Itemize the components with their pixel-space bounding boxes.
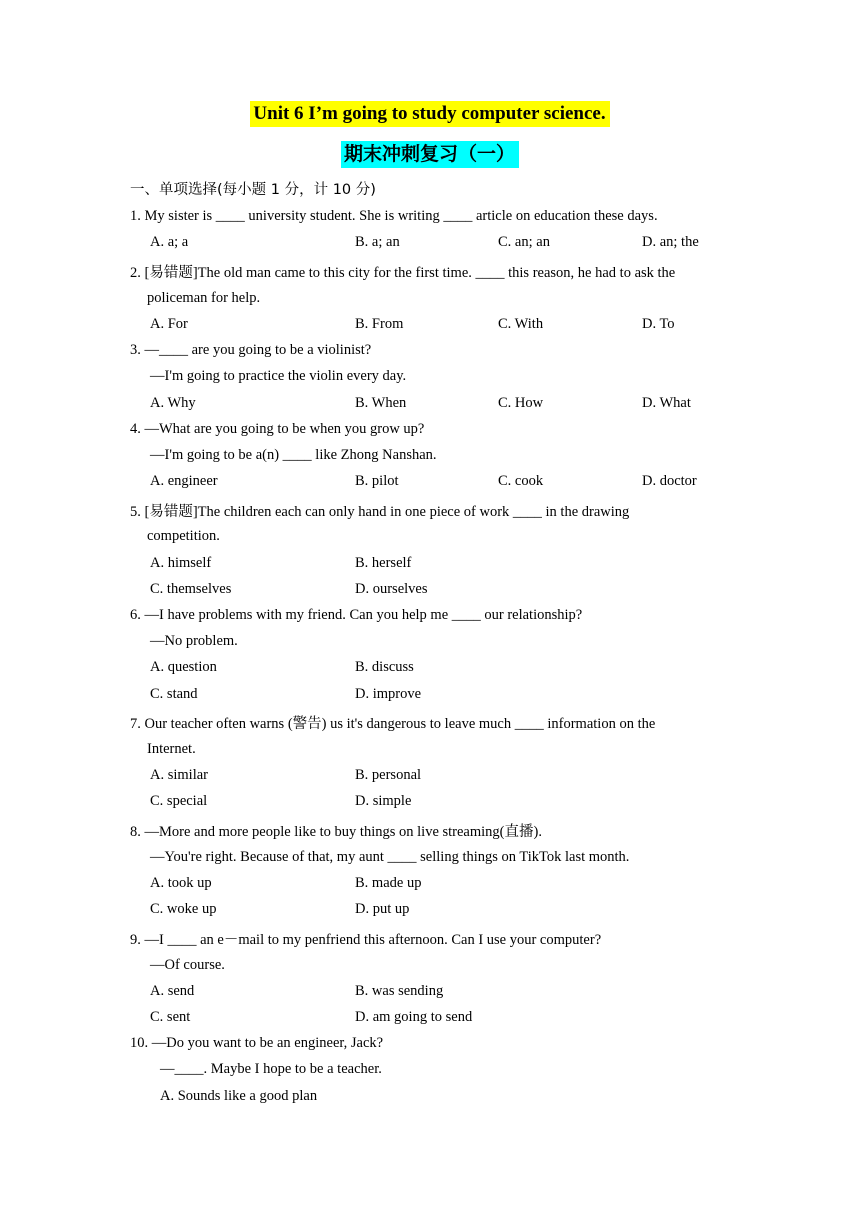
- question-8-option-d: D. put up: [355, 901, 410, 917]
- question-7-line-1: 7. Our teacher often warns (警告) us it's dangerous to leave much ____ information on the: [130, 716, 656, 732]
- question-9-option-c: C. sent: [150, 1009, 191, 1025]
- question-6-option-c: C. stand: [150, 686, 198, 702]
- question-2-option-c: C. With: [498, 316, 544, 332]
- question-8-option-c: C. woke up: [150, 901, 217, 917]
- question-2-option-d: D. To: [642, 316, 675, 332]
- question-5-option-d: D. ourselves: [355, 581, 428, 597]
- question-3-option-d: D. What: [642, 395, 691, 411]
- question-4-option-a: A. engineer: [150, 473, 218, 489]
- question-10-option-a: A. Sounds like a good plan: [160, 1088, 318, 1104]
- question-3-option-c: C. How: [498, 395, 544, 411]
- question-9-option-d: D. am going to send: [355, 1009, 473, 1025]
- question-5-line-2: competition.: [147, 528, 220, 544]
- question-7-line-2: Internet.: [147, 741, 196, 757]
- document-subtitle: 期末冲刺复习（一）: [341, 141, 519, 168]
- question-7-option-c: C. special: [150, 793, 208, 809]
- question-4-option-b: B. pilot: [355, 473, 399, 489]
- question-10-line-1: 10. —Do you want to be an engineer, Jack?: [130, 1035, 384, 1051]
- question-9-option-a: A. send: [150, 983, 195, 999]
- question-3-option-b: B. When: [355, 395, 407, 411]
- question-2-option-a: A. For: [150, 316, 188, 332]
- question-3-line-1: 3. —____ are you going to be a violinist?: [130, 342, 372, 358]
- question-1-option-d: D. an; the: [642, 234, 699, 250]
- question-6-line-2: —No problem.: [150, 633, 238, 649]
- question-8-option-b: B. made up: [355, 875, 422, 891]
- question-8-line-2: —You're right. Because of that, my aunt ____ selling things on TikTok last month.: [150, 849, 630, 865]
- question-9-line-1: 9. —I ____ an e－mail to my penfriend this afternoon. Can I use your computer?: [130, 932, 602, 948]
- question-7-option-d: D. simple: [355, 793, 412, 809]
- question-6-option-a: A. question: [150, 659, 217, 675]
- question-9-line-2: —Of course.: [150, 957, 225, 973]
- question-5-option-a: A. himself: [150, 555, 212, 571]
- question-6-option-d: D. improve: [355, 686, 422, 702]
- question-7-option-b: B. personal: [355, 767, 422, 783]
- question-8-option-a: A. took up: [150, 875, 212, 891]
- question-6-line-1: 6. —I have problems with my friend. Can you help me ____ our relationship?: [130, 607, 583, 623]
- question-4-option-c: C. cook: [498, 473, 544, 489]
- question-1-option-c: C. an; an: [498, 234, 550, 250]
- section-heading: 一、单项选择(每小题 1 分，计 10 分): [130, 182, 376, 198]
- document-title-row: [0, 103, 860, 125]
- question-8-line-1: 8. —More and more people like to buy things on live streaming(直播).: [130, 824, 542, 840]
- question-5-line-1: 5. [易错题]The children each can only hand in one piece of work ____ in the drawing: [130, 504, 630, 520]
- question-10-line-2: —____. Maybe I hope to be a teacher.: [160, 1061, 382, 1077]
- question-4-line-1: 4. —What are you going to be when you grow up?: [130, 421, 425, 437]
- question-1-option-b: B. a; an: [355, 234, 400, 250]
- question-1-line-1: 1. My sister is ____ university student. She is writing ____ article on education these days.: [130, 208, 658, 224]
- question-6-option-b: B. discuss: [355, 659, 414, 675]
- document-subtitle-row: [0, 139, 860, 166]
- question-3-option-a: A. Why: [150, 395, 196, 411]
- question-2-line-1: 2. [易错题]The old man came to this city for the first time. ____ this reason, he had to ask the: [130, 265, 676, 281]
- question-2-option-b: B. From: [355, 316, 404, 332]
- question-1-option-a: A. a; a: [150, 234, 189, 250]
- question-9-option-b: B. was sending: [355, 983, 444, 999]
- question-3-line-2: —I'm going to practice the violin every day.: [150, 368, 407, 384]
- question-5-option-c: C. themselves: [150, 581, 232, 597]
- question-4-option-d: D. doctor: [642, 473, 697, 489]
- question-7-option-a: A. similar: [150, 767, 208, 783]
- question-4-line-2: —I'm going to be a(n) ____ like Zhong Nanshan.: [150, 447, 437, 463]
- question-5-option-b: B. herself: [355, 555, 412, 571]
- question-2-line-2: policeman for help.: [147, 290, 261, 306]
- document-title: Unit 6 I’m going to study computer science.: [250, 101, 609, 127]
